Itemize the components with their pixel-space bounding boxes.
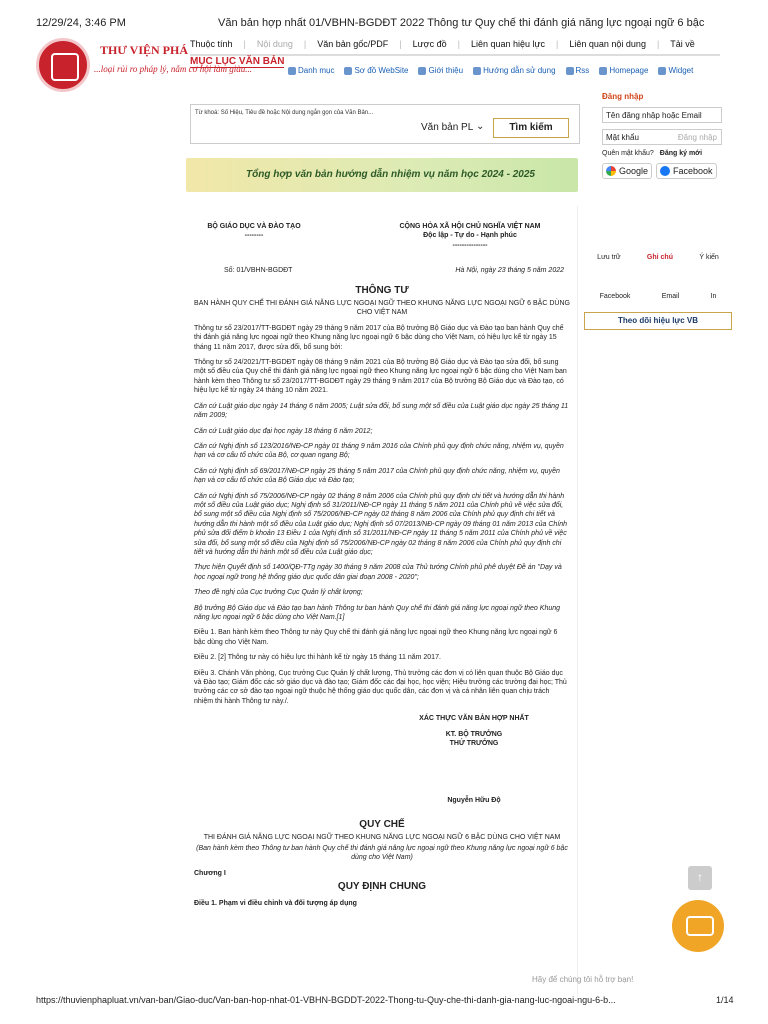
site-tagline: ...loại rủi ro pháp lý, nắm cơ hội làm giàu...: [94, 64, 252, 74]
promo-banner[interactable]: [186, 158, 578, 192]
doc-signer-title: KT. BỘ TRƯỞNG: [445, 730, 503, 738]
doc-can-cu: Thực hiện Quyết định số 1400/QĐ-TTg ngày 30 tháng 9 năm 2008 của Thủ tướng Chính phủ phê duyệt Đề án "Dạy và học ngoại ngữ trong hệ thống giáo dục quốc dân giai đoạn 2008 - 2020";: [194, 564, 562, 581]
document-content: [194, 222, 570, 909]
social-login: [602, 163, 728, 179]
search-panel: [190, 104, 580, 144]
rss-icon: [566, 67, 574, 75]
nav-luoc-do[interactable]: Lược đồ: [412, 39, 447, 49]
register-link[interactable]: Đăng ký mới: [659, 150, 703, 157]
print-datetime: 12/29/24, 3:46 PM: [36, 17, 126, 29]
doc-can-cu: Căn cứ Luật giáo dục ngày 14 tháng 6 năm 2005; Luật sửa đổi, bổ sung một số điều của Luật giáo dục ngày 25 tháng 11 năm 2009;: [194, 402, 569, 420]
tab-y-kien[interactable]: Ý kiến: [699, 254, 719, 261]
scroll-top-icon[interactable]: ↑: [688, 866, 712, 890]
logo-emblem-icon: [36, 38, 90, 92]
doc-header: [194, 222, 570, 250]
google-login-button[interactable]: [602, 163, 652, 179]
subnav-label: Hướng dẫn sử dụng: [483, 66, 556, 75]
search-input[interactable]: [195, 120, 435, 140]
nav-separator: |: [303, 39, 307, 49]
doc-para: Thông tư số 23/2017/TT-BGDĐT ngày 29 tháng 9 năm 2017 của Bộ trưởng Bộ Giáo dục và Đào tạo ban hành Quy chế thi đánh giá năng lực ngoại ngữ theo Khung năng lực ngoại ngữ 6 bậc dùng cho Việt Nam, có hiệu lực kể từ ngày 15 tháng 11 năm 2017, được sửa đổi, bổ sung bởi:: [194, 324, 564, 351]
doc-agency-line: --------: [244, 232, 264, 240]
google-icon: [606, 166, 616, 176]
subnav-label: Rss: [575, 66, 590, 75]
subnav-label: Widget: [668, 66, 694, 75]
banner-text: Tổng hợp văn bản hướng dẫn nhiệm vụ năm học 2024 - 2025: [246, 169, 535, 180]
subnav-homepage[interactable]: [599, 66, 648, 75]
doc-can-cu: Căn cứ Nghị định số 123/2016/NĐ-CP ngày 01 tháng 9 năm 2016 của Chính phủ quy định chức năng, nhiệm vụ, quyền hạn và cơ cấu tổ chức của Bộ, cơ quan ngang Bộ;: [194, 442, 564, 460]
subnav-rss[interactable]: [566, 66, 590, 75]
nav-separator: |: [457, 39, 460, 49]
print-url: https://thuvienphapluat.vn/van-ban/Giao-duc/Van-ban-hop-nhat-01-VBHN-BGDDT-2022-Thong-tu-Quy-che-thi-danh-gia-nang-luc-ngoai-ngu-6-b...: [36, 995, 616, 1005]
subnav-label: Giới thiệu: [428, 66, 464, 75]
password-field[interactable]: [602, 129, 722, 145]
info-icon: [418, 67, 426, 75]
doc-article: Điều 1. Ban hành kèm theo Thông tư này Quy chế thi đánh giá năng lực ngoại ngữ theo Khung năng lực ngoại ngữ 6 bậc dùng cho Việt Nam.: [194, 629, 558, 646]
doc-can-cu: Căn cứ Nghị định số 69/2017/NĐ-CP ngày 25 tháng 5 năm 2017 của Chính phủ quy định chức năng, nhiệm vụ, quyền hạn và cơ cấu tổ chức của Bộ Giáo dục và Đào tạo;: [194, 467, 560, 485]
doc-motto: Độc lập - Tự do - Hạnh phúc: [423, 232, 517, 240]
right-tabs: [584, 254, 732, 261]
login-panel: [602, 92, 728, 179]
share-bar: [584, 293, 732, 300]
muc-luc-link[interactable]: MỤC LỤC VĂN BẢN: [190, 56, 285, 67]
sitemap-icon: [344, 67, 352, 75]
share-print[interactable]: In: [710, 293, 717, 300]
nav-separator: |: [556, 39, 559, 49]
tab-ghi-chu[interactable]: Ghi chú: [646, 254, 673, 261]
doc-subject: BAN HÀNH QUY CHẾ THI ĐÁNH GIÁ NĂNG LỰC NGOẠI NGỮ THEO KHUNG NĂNG LỰC NGOẠI NGỮ 6 BẬC DÙNG CHO VIỆT NAM: [194, 300, 570, 317]
chat-support-icon[interactable]: [672, 900, 724, 952]
subnav-gioi-thieu[interactable]: [418, 66, 463, 75]
doc-article: Điều 3. Chánh Văn phòng, Cục trưởng Cục Quản lý chất lượng, Thủ trưởng các đơn vị có liên quan thuộc Bộ Giáo dục và Đào tạo; Giám đốc các sở giáo dục và đào tạo; Giám đốc các đại học, học viện; Hiệu trưởng các trường đại học; Thủ trưởng các cơ sở đào tạo ngoại ngữ thuộc hệ thống giáo dục quốc dân, các đơn vị và cá nhân liên quan chịu trách nhiệm thi hành Thông tư này./.: [194, 669, 567, 705]
track-validity-button[interactable]: Theo dõi hiệu lực VB: [584, 312, 732, 330]
login-submit[interactable]: Đăng nhập: [677, 133, 717, 142]
forgot-password-link[interactable]: Quên mật khẩu?: [602, 150, 654, 157]
nav-lien-quan-noi-dung[interactable]: Liên quan nội dung: [569, 39, 646, 49]
subnav-label: Danh mục: [298, 66, 335, 75]
doc-motto-line: ---------------: [452, 241, 488, 249]
doc-article: Điều 2. [2] Thông tư này có hiệu lực thi hành kể từ ngày 15 tháng 11 năm 2017.: [194, 654, 441, 662]
print-page-number: 1/14: [716, 995, 734, 1005]
doc-type: THÔNG TƯ: [355, 284, 409, 296]
nav-lien-quan-hieu-luc[interactable]: Liên quan hiệu lực: [470, 39, 546, 49]
doc-can-cu: Bộ trưởng Bộ Giáo dục và Đào tạo ban hành Thông tư ban hành Quy chế thi đánh giá năng lực ngoại ngữ theo Khung năng lực ngoại ngữ 6 bậc dùng cho Việt Nam.[1]: [194, 604, 561, 621]
login-heading: Đăng nhập: [602, 92, 644, 101]
search-hint: Từ khoá: Số Hiệu, Tiêu đề hoặc Nội dung ngắn gọn của Văn Bản...: [195, 110, 374, 116]
print-header: [0, 0, 768, 40]
nav-tai-ve[interactable]: Tải về: [670, 39, 695, 49]
list-icon: [288, 67, 296, 75]
facebook-login-button[interactable]: [656, 163, 717, 179]
doc-agency: BỘ GIÁO DỤC VÀ ĐÀO TẠO: [207, 223, 301, 230]
doc-number-row: [194, 266, 570, 275]
doc-para: Thông tư số 24/2021/TT-BGDĐT ngày 08 tháng 9 năm 2021 của Bộ trưởng Bộ Giáo dục và Đào tạo sửa đổi, bổ sung một số điều của Quy chế thi đánh giá năng lực ngoại ngữ theo Khung năng lực ngoại ngữ 6 bậc dùng cho Việt Nam ban hành kèm theo Thông tư số 23/2017/TT-BGDĐT ngày 29 tháng 9 năm 2017 của Bộ trưởng Bộ Giáo dục và Đào tạo, có hiệu lực kể từ ngày 24 tháng 10 năm 2021.: [194, 359, 567, 395]
nav-separator: |: [399, 39, 402, 49]
top-nav: [190, 36, 695, 52]
support-prompt: Hãy để chúng tôi hỗ trợ bạn!: [532, 975, 634, 984]
site-brand: THƯ VIỆN PHÁ: [100, 43, 189, 57]
doc-can-cu: Theo đề nghị của Cục trưởng Cục Quản lý chất lượng;: [194, 589, 363, 597]
nav-thuoc-tinh[interactable]: Thuộc tính: [190, 39, 233, 49]
doc-place-date: Hà Nội, ngày 23 tháng 5 năm 2022: [455, 267, 564, 275]
doc-number: Số: 01/VBHN-BGDĐT: [224, 267, 293, 275]
home-icon: [599, 67, 607, 75]
chapter-label: Chương I: [194, 869, 226, 877]
frame-border: [577, 206, 578, 996]
chevron-down-icon[interactable]: ⌄: [476, 121, 485, 132]
doc-nation-block: [370, 222, 570, 250]
share-facebook[interactable]: Facebook: [599, 293, 631, 300]
doc-authentication: XÁC THỰC VĂN BẢN HỢP NHẤT: [419, 715, 529, 723]
sub-nav: [288, 66, 693, 75]
subnav-label: Sơ đồ WebSite: [354, 66, 409, 75]
nav-noi-dung[interactable]: Nội dung: [256, 39, 293, 49]
doc-signer-name: Nguyễn Hữu Độ: [447, 797, 501, 805]
subnav-danh-muc[interactable]: [288, 66, 334, 75]
quy-che-title: QUY CHẾ: [359, 818, 405, 830]
quy-che-subtitle: THI ĐÁNH GIÁ NĂNG LỰC NGOẠI NGỮ THEO KHUNG NĂNG LỰC NGOẠI NGỮ 6 BẬC DÙNG CHO VIỆT NAM: [203, 834, 561, 842]
nav-separator: |: [243, 39, 246, 49]
facebook-icon: [660, 166, 670, 176]
doc-agency-block: [194, 222, 314, 250]
facebook-label: Facebook: [673, 166, 713, 176]
search-button[interactable]: Tìm kiếm: [493, 118, 569, 138]
quy-che-note: (Ban hành kèm theo Thông tư ban hành Quy chế thi đánh giá năng lực ngoại ngữ theo Khung năng lực ngoại ngữ 6 bậc dùng cho Việt Nam): [196, 844, 568, 862]
subnav-huong-dan[interactable]: [473, 66, 555, 75]
login-links: [602, 150, 728, 157]
nav-van-ban-goc[interactable]: Văn bản gốc/PDF: [317, 39, 389, 49]
share-email[interactable]: Email: [661, 293, 680, 300]
chapter-title: QUY ĐỊNH CHUNG: [337, 880, 427, 892]
article-heading: Điều 1. Phạm vi điều chỉnh và đối tượng áp dụng: [194, 900, 357, 908]
print-footer: [0, 995, 768, 1023]
widget-icon: [658, 67, 666, 75]
nav-separator: |: [656, 39, 660, 49]
google-label: Google: [619, 166, 649, 176]
username-field[interactable]: Tên đăng nhập hoặc Email: [602, 107, 722, 123]
print-title: Văn bản hợp nhất 01/VBHN-BGDĐT 2022 Thông tư Quy chế thi đánh giá năng lực ngoại ngữ 6 bậc: [218, 17, 705, 29]
search-scope-select[interactable]: Văn bản PL: [421, 122, 474, 133]
doc-signer-position: THỨ TRƯỞNG: [449, 740, 499, 748]
doc-nation: CỘNG HÒA XÃ HỘI CHỦ NGHĨA VIỆT NAM: [399, 223, 541, 230]
right-panel: [584, 254, 732, 330]
tab-luu-tru[interactable]: Lưu trữ: [597, 254, 621, 261]
doc-can-cu: Căn cứ Nghị định số 75/2006/NĐ-CP ngày 02 tháng 8 năm 2006 của Chính phủ quy định chi tiết và hướng dẫn thi hành một số điều của Luật giáo dục; Nghị định số 31/2011/NĐ-CP ngày 11 tháng 5 năm 2011 của Chính phủ về việc sửa đổi, bổ sung một số điều của Nghị định số 75/2006/NĐ-CP ngày 02 tháng 8 năm 2006 của Chính phủ quy định chi tiết và hướng dẫn thi hành một số điều của Luật giáo dục; Nghị định số 07/2013/NĐ-CP ngày 09 tháng 01 năm 2013 của Chính phủ sửa đổi điểm b khoản 13 Điều 1 của Nghị định số 31/2011/NĐ-CP ngày 11 tháng 5 năm 2011 của Chính phủ về việc sửa đổi, bổ sung một số điều của Nghị định số 75/2006/NĐ-CP ngày 02 tháng 8 năm 2006 của Chính phủ quy định chi tiết và hướng dẫn thi hành một số điều của Luật giáo dục;: [194, 492, 568, 556]
subnav-so-do[interactable]: [344, 66, 408, 75]
doc-can-cu: Căn cứ Luật giáo dục đại học ngày 18 tháng 6 năm 2012;: [194, 427, 373, 435]
password-placeholder: Mật khẩu: [606, 133, 639, 142]
help-icon: [473, 67, 481, 75]
subnav-label: Homepage: [609, 66, 649, 75]
subnav-widget[interactable]: [658, 66, 693, 75]
